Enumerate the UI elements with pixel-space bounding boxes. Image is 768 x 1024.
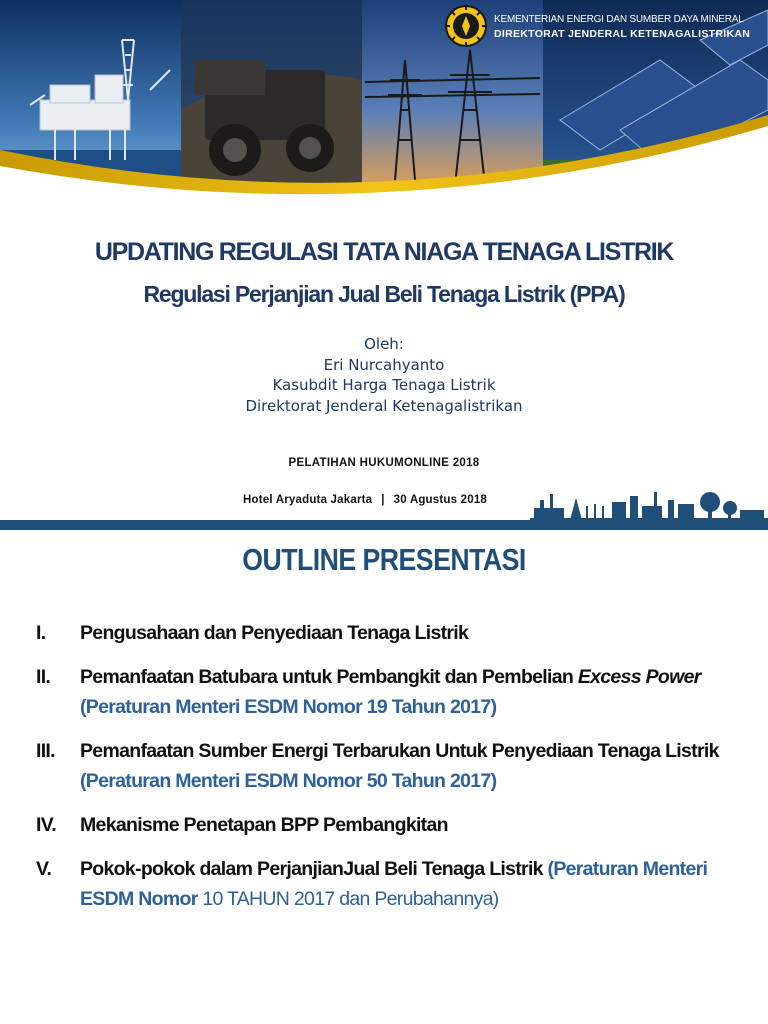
- item-text: Pemanfaatan Sumber Energi Terbarukan Untuk Penyediaan Tenaga Listrik: [80, 740, 719, 762]
- venue-name: Hotel Aryaduta Jakarta: [243, 494, 373, 506]
- item-number: II.: [36, 666, 51, 688]
- slide-title: UPDATING REGULASI TATA NIAGA TENAGA LISTRIK: [94, 238, 674, 266]
- ministry-emblem-icon: [444, 4, 488, 48]
- item-reference-cont: 10 TAHUN 2017 dan Perubahannya): [202, 888, 499, 910]
- item-text: Pengusahaan dan Penyediaan Tenaga Listrik: [80, 622, 469, 644]
- item-reference: (Peraturan Menteri ESDM Nomor 50 Tahun 2017): [80, 770, 497, 792]
- event-name: PELATIHAN HUKUMONLINE 2018: [288, 457, 480, 469]
- outline-item-3: [36, 736, 736, 796]
- item-text: Mekanisme Penetapan BPP Pembangkitan: [80, 814, 448, 836]
- outline-list: [36, 618, 736, 928]
- event-date: 30 Agustus 2018: [393, 494, 488, 506]
- item-number: V.: [36, 858, 52, 880]
- presenter-by: Oleh:: [364, 335, 404, 353]
- item-number: I.: [36, 622, 46, 644]
- outline-item-2: [36, 662, 736, 722]
- item-reference: (Peraturan Menteri ESDM Nomor 19 Tahun 2017): [80, 696, 497, 718]
- energy-skyline-icon: [530, 486, 768, 520]
- outline-item-1: [36, 618, 736, 648]
- ministry-header: [444, 4, 768, 48]
- item-text: Pemanfaatan Batubara untuk Pembangkit dan Pembelian: [80, 666, 578, 688]
- item-italic-term: Excess Power: [577, 666, 701, 688]
- outline-slide: [0, 530, 768, 1024]
- venue-line: [243, 494, 487, 506]
- item-number: IV.: [36, 814, 56, 836]
- ministry-name: KEMENTERIAN ENERGI DAN SUMBER DAYA MINERAL: [494, 14, 744, 25]
- outline-title: OUTLINE PRESENTASI: [242, 542, 526, 577]
- item-text: Pokok-pokok dalam PerjanjianJual Beli Tenaga Listrik: [80, 858, 548, 880]
- presenter-block: [0, 334, 768, 416]
- presenter-position: Kasubdit Harga Tenaga Listrik: [272, 376, 496, 394]
- venue-separator: |: [381, 494, 385, 506]
- header-banner: [0, 0, 768, 215]
- item-number: III.: [36, 740, 55, 762]
- outline-item-5: [36, 854, 736, 914]
- presenter-name: Eri Nurcahyanto: [323, 355, 445, 374]
- item-reference: (Peraturan Menteri ESDM Nomor: [80, 858, 708, 910]
- outline-item-4: [36, 810, 736, 840]
- slide-divider-bar: [0, 520, 768, 530]
- slide-subtitle: Regulasi Perjanjian Jual Beli Tenaga Listrik (PPA): [143, 281, 625, 307]
- presenter-office: Direktorat Jenderal Ketenagalistrikan: [245, 396, 523, 415]
- directorate-name: DIREKTORAT JENDERAL KETENAGALISTRIKAN: [494, 28, 751, 40]
